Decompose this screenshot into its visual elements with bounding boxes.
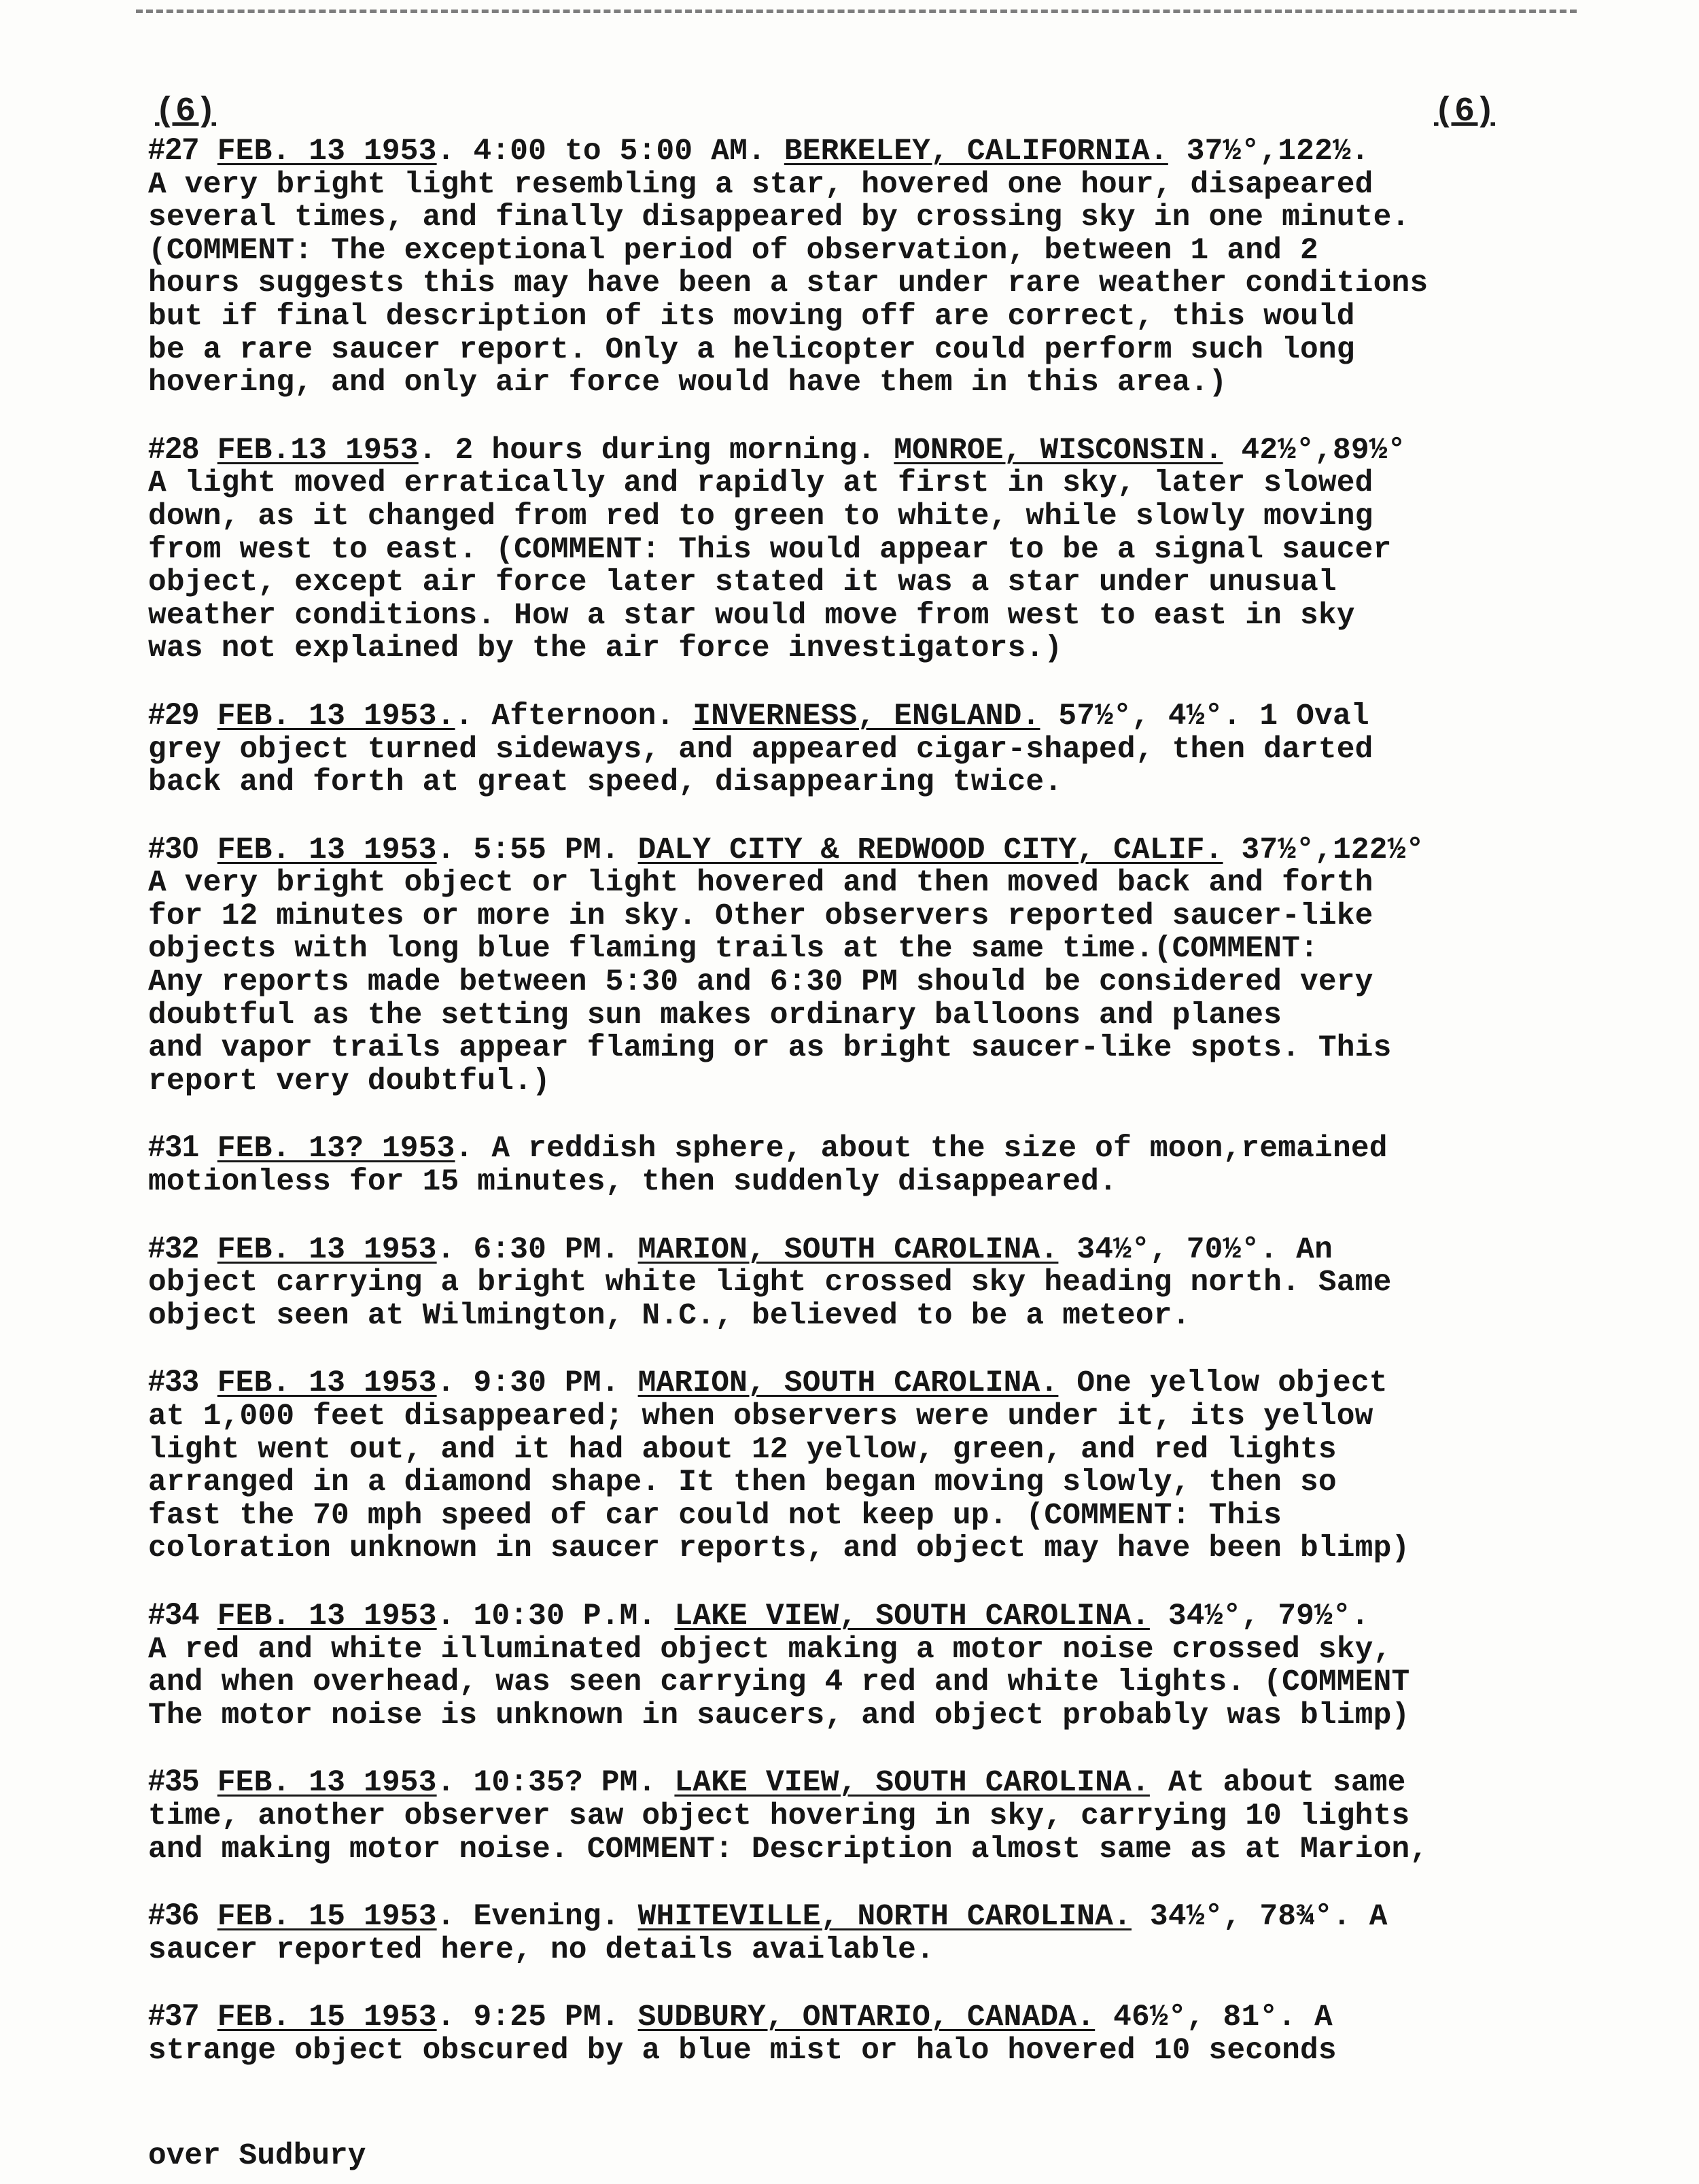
entry-location: MONROE, WISCONSIN. — [894, 433, 1223, 468]
entry-text-line: strange object obscured by a blue mist or halo hovered 10 seconds — [148, 2033, 1337, 2068]
page-number-right: (6) — [1434, 92, 1496, 131]
entry-text-line: doubtful as the setting sun makes ordinary balloons and planes — [148, 998, 1282, 1033]
cut-off-line — [148, 2140, 1609, 2181]
report-entry — [148, 1899, 1609, 1966]
entry-number: #28 — [148, 431, 199, 465]
entry-text-line: hovering, and only air force would have them in this area.) — [148, 366, 1227, 400]
report-entry — [148, 1999, 1609, 2067]
entry-time: 10:30 P.M. — [473, 1599, 656, 1633]
entry-text-line: (COMMENT: The exceptional period of observation, between 1 and 2 — [148, 233, 1318, 268]
report-entry — [148, 1130, 1609, 1198]
entry-date: FEB. 13? 1953 — [217, 1132, 455, 1166]
entry-coordinates: 34½°, 70½°. An — [1076, 1232, 1333, 1267]
entry-header-line: #30 FEB. 13 1953. 5:55 PM. DALY CITY & REDWOOD CITY, CALIF. 37½°,122½° — [148, 831, 1424, 867]
entry-header-line: #27 FEB. 13 1953. 4:00 to 5:00 AM. BERKELEY, CALIFORNIA. 37½°,122½. — [148, 133, 1369, 169]
entry-text-line: from west to east. (COMMENT: This would appear to be a signal saucer — [148, 532, 1392, 567]
entry-text-line: saucer reported here, no details available. — [148, 1932, 934, 1967]
entry-number: #32 — [148, 1230, 199, 1264]
entry-number: #27 — [148, 133, 199, 166]
entry-location: BERKELEY, CALIFORNIA. — [784, 135, 1168, 169]
entry-time: 9:25 PM. — [473, 2000, 620, 2035]
entry-text-line: hours suggests this may have been a star under rare weather conditions — [148, 266, 1429, 301]
entry-number: #31 — [148, 1130, 199, 1164]
entry-text-line: A very bright light resembling a star, hovered one hour, disapeared — [148, 167, 1373, 202]
entry-coordinates: One yellow object — [1076, 1366, 1388, 1401]
entry-date: FEB. 15 1953 — [217, 1900, 437, 1935]
entry-text-line: down, as it changed from red to green to white, while slowly moving — [148, 499, 1373, 534]
entry-text-line: Any reports made between 5:30 and 6:30 PM should be considered very — [148, 965, 1373, 1000]
entry-date: FEB. 13 1953 — [217, 833, 437, 867]
entry-text-line: coloration unknown in saucer reports, and object may have been blimp) — [148, 1531, 1410, 1566]
entry-text-line: object, except air force later stated it was a star under unusual — [148, 566, 1337, 600]
entry-text-line: grey object turned sideways, and appeared cigar-shaped, then darted — [148, 732, 1373, 767]
entry-location: WHITEVILLE, NORTH CAROLINA. — [637, 1900, 1132, 1935]
entry-text-line: and when overhead, was seen carrying 4 red and white lights. (COMMENT — [148, 1665, 1410, 1700]
entry-location: MARION, SOUTH CAROLINA. — [637, 1232, 1059, 1267]
entry-text-line: weather conditions. How a star would move from west to east in sky — [148, 598, 1355, 633]
entry-location: LAKE VIEW, SOUTH CAROLINA. — [674, 1599, 1150, 1633]
entry-text-line: A very bright object or light hovered and then moved back and forth — [148, 866, 1373, 901]
entry-text-line: The motor noise is unknown in saucers, and object probably was blimp) — [148, 1698, 1410, 1733]
entry-header-line: #37 FEB. 15 1953. 9:25 PM. SUDBURY, ONTARIO, CANADA. 46½°, 81°. A — [148, 1998, 1333, 2035]
entry-date: FEB. 13 1953 — [217, 1766, 437, 1801]
entry-coordinates: 37½°,122½. — [1186, 135, 1369, 169]
entry-number: #29 — [148, 697, 199, 731]
entry-date: FEB. 13 1953. — [217, 699, 455, 733]
entry-header-line: #29 FEB. 13 1953.. Afternoon. INVERNESS, ENGLAND. 57½°, 4½°. 1 Oval — [148, 697, 1369, 733]
entry-text-line: A red and white illuminated object making a motor noise crossed sky, — [148, 1632, 1392, 1667]
report-entry — [148, 1598, 1609, 1732]
entry-text-line: light went out, and it had about 12 yellow, green, and red lights — [148, 1432, 1337, 1467]
entry-coordinates: A reddish sphere, about the size of moon,remained — [491, 1132, 1388, 1166]
entry-coordinates: 57½°, 4½°. 1 Oval — [1058, 699, 1369, 733]
report-entry — [148, 832, 1609, 1098]
entry-header-line: #36 FEB. 15 1953. Evening. WHITEVILLE, NORTH CAROLINA. 34½°, 78¾°. A — [148, 1898, 1388, 1935]
report-entry — [148, 698, 1609, 799]
entry-time: 10:35? PM. — [473, 1766, 656, 1801]
entry-text-line: motionless for 15 minutes, then suddenly disappeared. — [148, 1165, 1117, 1200]
entry-text-line: and making motor noise. COMMENT: Description almost same as at Marion, — [148, 1832, 1429, 1867]
entry-location: SUDBURY, ONTARIO, CANADA. — [637, 2000, 1096, 2035]
entry-text-line: for 12 minutes or more in sky. Other observers reported saucer-like — [148, 899, 1373, 933]
report-entry — [148, 1232, 1609, 1333]
entry-text-line: time, another observer saw object hovering in sky, carrying 10 lights — [148, 1799, 1410, 1833]
report-entry — [148, 432, 1609, 665]
entry-header-line: #28 FEB.13 1953. 2 hours during morning. MONROE, WISCONSIN. 42½°,89½° — [148, 431, 1406, 468]
entry-location: LAKE VIEW, SOUTH CAROLINA. — [674, 1766, 1150, 1801]
entry-time: Afternoon. — [491, 699, 675, 733]
entry-text-line: but if final description of its moving off are correct, this would — [148, 299, 1355, 334]
entry-number: #37 — [148, 1998, 199, 2032]
cut-off-text: over Sudbury — [148, 2140, 366, 2173]
entry-location: MARION, SOUTH CAROLINA. — [637, 1366, 1059, 1401]
entry-coordinates: At about same — [1168, 1766, 1406, 1801]
entry-text-line: fast the 70 mph speed of car could not keep up. (COMMENT: This — [148, 1498, 1282, 1533]
entry-coordinates: 37½°,122½° — [1241, 833, 1424, 867]
entry-location: INVERNESS, ENGLAND. — [693, 699, 1040, 733]
entry-date: FEB. 13 1953 — [217, 135, 437, 169]
entry-time: 6:30 PM. — [473, 1232, 620, 1267]
entry-time: 9:30 PM. — [473, 1366, 620, 1401]
entry-text-line: object seen at Wilmington, N.C., believed to be a meteor. — [148, 1298, 1191, 1333]
report-entry — [148, 133, 1609, 400]
entry-number: #30 — [148, 831, 199, 865]
entry-text-line: several times, and finally disappeared by crossing sky in one minute. — [148, 201, 1410, 235]
entry-coordinates: 34½°, 79½°. — [1168, 1599, 1369, 1633]
entry-text-line: object carrying a bright white light crossed sky heading north. Same — [148, 1266, 1392, 1300]
entry-coordinates: 42½°,89½° — [1241, 433, 1406, 468]
entry-text-line: was not explained by the air force investigators.) — [148, 631, 1063, 666]
top-rule-divider — [136, 10, 1577, 13]
entry-text-line: and vapor trails appear flaming or as bright saucer-like spots. This — [148, 1031, 1392, 1066]
entry-coordinates: 34½°, 78¾°. A — [1149, 1900, 1388, 1935]
report-entry — [148, 1765, 1609, 1866]
entry-date: FEB. 13 1953 — [217, 1366, 437, 1401]
entry-text-line: at 1,000 feet disappeared; when observers were under it, its yellow — [148, 1400, 1373, 1434]
entry-date: FEB. 13 1953 — [217, 1599, 437, 1633]
entry-time: Evening. — [473, 1900, 620, 1935]
entry-header-line: #32 FEB. 13 1953. 6:30 PM. MARION, SOUTH CAROLINA. 34½°, 70½°. An — [148, 1230, 1333, 1267]
entry-time: 4:00 to 5:00 AM. — [473, 135, 766, 169]
page-number-left: (6) — [155, 92, 217, 131]
entry-date: FEB. 13 1953 — [217, 1232, 437, 1267]
report-entry — [148, 1365, 1609, 1565]
entry-number: #33 — [148, 1364, 199, 1398]
entry-text-line: back and forth at great speed, disappearing twice. — [148, 765, 1063, 800]
entry-header-line: #33 FEB. 13 1953. 9:30 PM. MARION, SOUTH CAROLINA. One yellow object — [148, 1364, 1388, 1401]
entry-text-line: objects with long blue flaming trails at the same time.(COMMENT: — [148, 932, 1318, 967]
entry-location: DALY CITY & REDWOOD CITY, CALIF. — [637, 833, 1223, 867]
entry-time: 5:55 PM. — [473, 833, 620, 867]
report-list — [148, 133, 1609, 2100]
entry-header-line: #31 FEB. 13? 1953. A reddish sphere, about the size of moon,remained — [148, 1130, 1388, 1166]
entry-date: FEB.13 1953 — [217, 433, 419, 468]
entry-date: FEB. 15 1953 — [217, 2000, 437, 2035]
entry-number: #35 — [148, 1764, 199, 1798]
entry-text-line: report very doubtful.) — [148, 1064, 550, 1098]
entry-number: #36 — [148, 1898, 199, 1932]
entry-time: 2 hours during morning. — [455, 433, 876, 468]
entry-text-line: arranged in a diamond shape. It then began moving slowly, then so — [148, 1466, 1337, 1500]
entry-text-line: A light moved erratically and rapidly at first in sky, later slowed — [148, 466, 1373, 501]
entry-header-line: #34 FEB. 13 1953. 10:30 P.M. LAKE VIEW, SOUTH CAROLINA. 34½°, 79½°. — [148, 1597, 1369, 1633]
entry-coordinates: 46½°, 81°. A — [1113, 2000, 1333, 2035]
entry-header-line: #35 FEB. 13 1953. 10:35? PM. LAKE VIEW, SOUTH CAROLINA. At about same — [148, 1764, 1406, 1801]
entry-text-line: be a rare saucer report. Only a helicopter could perform such long — [148, 332, 1355, 367]
entry-number: #34 — [148, 1597, 199, 1631]
